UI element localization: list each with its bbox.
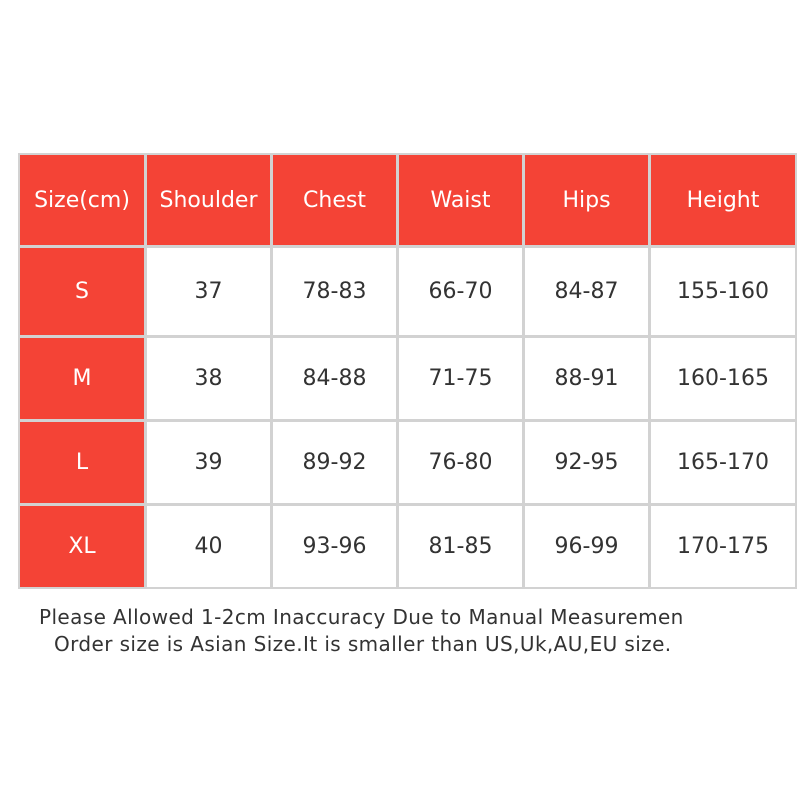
measurement-cell-chest: 84-88 bbox=[273, 338, 396, 419]
header-hips: Hips bbox=[525, 155, 648, 245]
header-shoulder: Shoulder bbox=[147, 155, 270, 245]
measurement-cell-height: 160-165 bbox=[651, 338, 795, 419]
measurement-cell-shoulder: 38 bbox=[147, 338, 270, 419]
measurement-cell-waist: 76-80 bbox=[399, 422, 522, 503]
measurement-cell-shoulder: 40 bbox=[147, 506, 270, 587]
measurement-cell-waist: 81-85 bbox=[399, 506, 522, 587]
measurement-cell-chest: 93-96 bbox=[273, 506, 396, 587]
measurement-cell-hips: 92-95 bbox=[525, 422, 648, 503]
header-waist: Waist bbox=[399, 155, 522, 245]
measurement-cell-height: 155-160 bbox=[651, 248, 795, 335]
header-height: Height bbox=[651, 155, 795, 245]
asian-size-note: Order size is Asian Size.It is smaller than US,Uk,AU,EU size. bbox=[54, 632, 672, 656]
size-label-cell: M bbox=[20, 338, 144, 419]
size-label-cell: XL bbox=[20, 506, 144, 587]
size-chart-table bbox=[18, 153, 797, 589]
measurement-cell-hips: 88-91 bbox=[525, 338, 648, 419]
inaccuracy-note: Please Allowed 1-2cm Inaccuracy Due to Manual Measuremen bbox=[39, 605, 684, 629]
measurement-cell-hips: 96-99 bbox=[525, 506, 648, 587]
size-label-cell: L bbox=[20, 422, 144, 503]
measurement-cell-waist: 66-70 bbox=[399, 248, 522, 335]
measurement-cell-chest: 89-92 bbox=[273, 422, 396, 503]
header-size: Size(cm) bbox=[20, 155, 144, 245]
header-chest: Chest bbox=[273, 155, 396, 245]
measurement-cell-chest: 78-83 bbox=[273, 248, 396, 335]
measurement-cell-shoulder: 39 bbox=[147, 422, 270, 503]
measurement-cell-height: 165-170 bbox=[651, 422, 795, 503]
measurement-cell-waist: 71-75 bbox=[399, 338, 522, 419]
measurement-cell-shoulder: 37 bbox=[147, 248, 270, 335]
size-label-cell: S bbox=[20, 248, 144, 335]
measurement-cell-hips: 84-87 bbox=[525, 248, 648, 335]
measurement-cell-height: 170-175 bbox=[651, 506, 795, 587]
